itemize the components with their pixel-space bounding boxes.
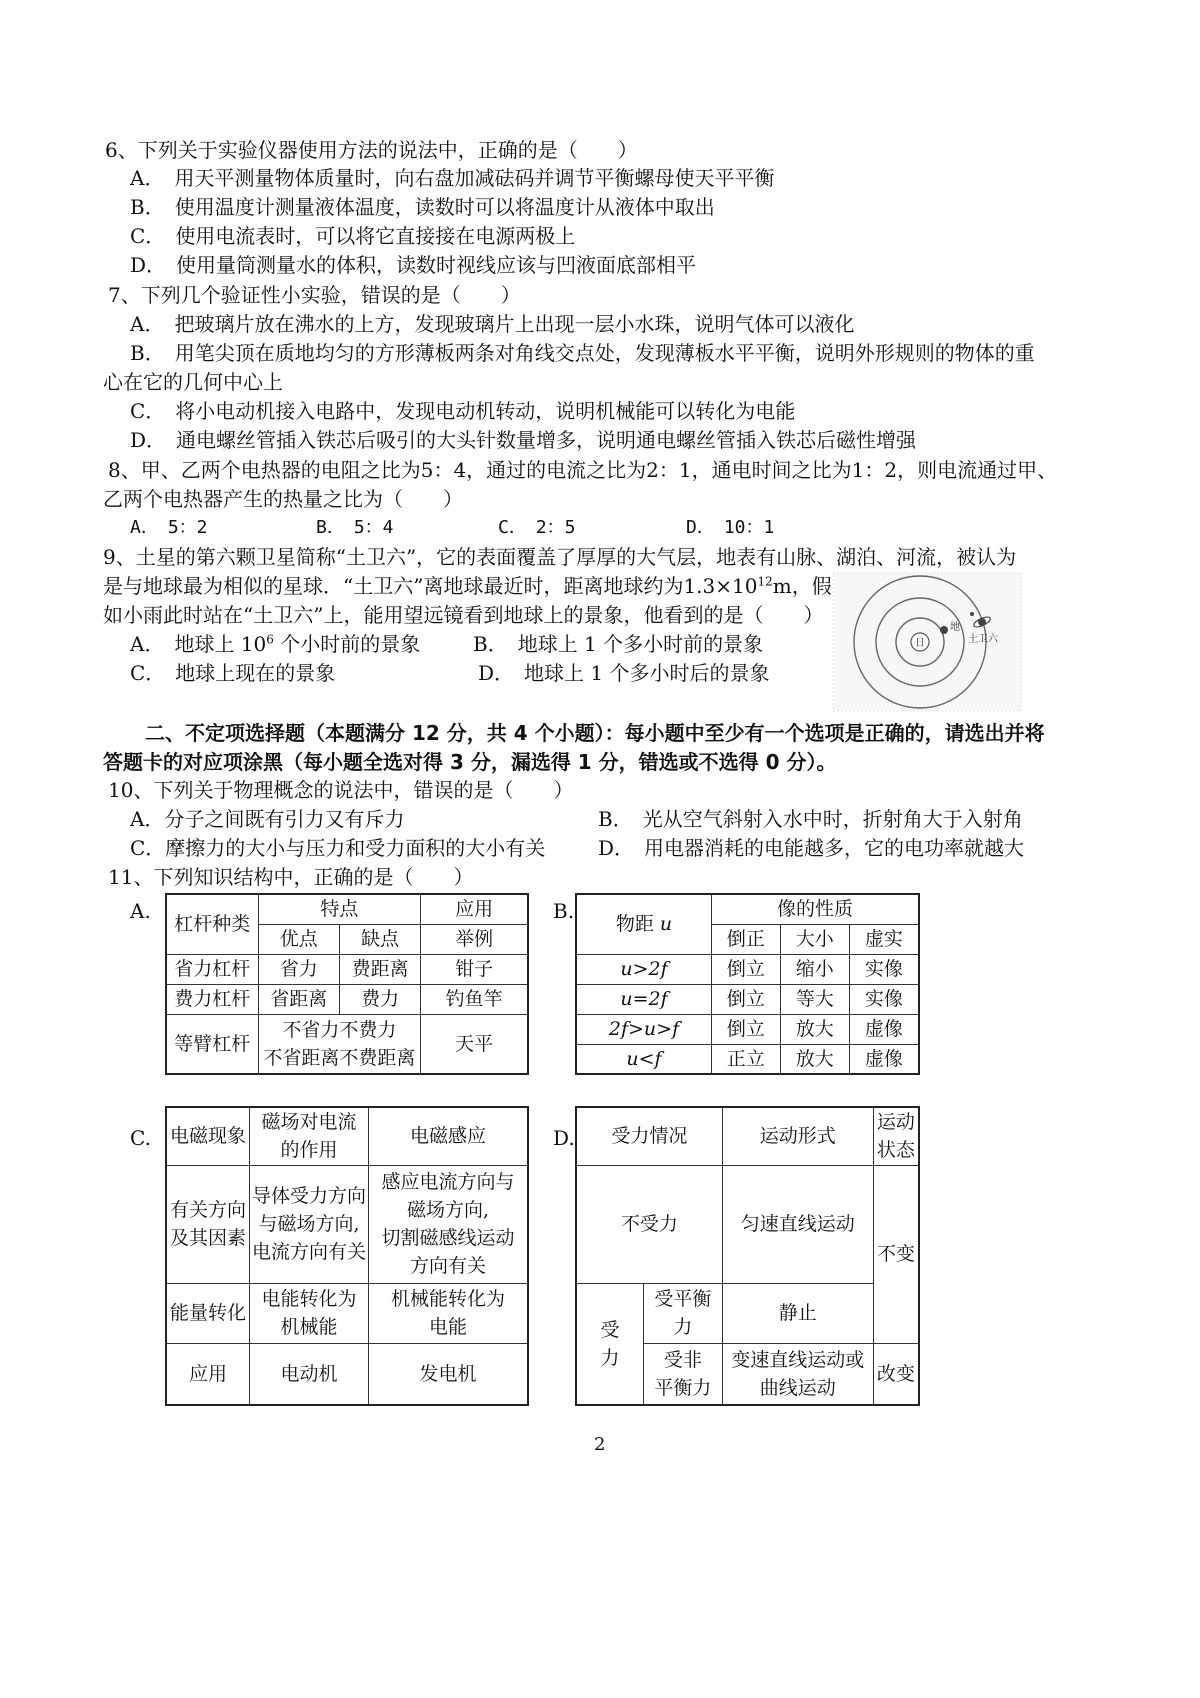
table-row: 等臂杠杆 不省力不费力 不省距离不费距离 天平 (166, 1014, 528, 1074)
q8-option-b: B． 5：4 (316, 517, 394, 538)
table-row: u<f 正立 放大 虚像 (576, 1044, 919, 1074)
earth-label: 地 (950, 622, 960, 633)
q6-option-c: C． 使用电流表时，可以将它直接接在电源两极上 (130, 224, 576, 248)
table-c-label: C. (130, 1126, 151, 1150)
lever-feature-header: 特点 (258, 894, 421, 924)
q8-option-a: A． 5：2 (130, 517, 208, 538)
electromagnetism-table: 电磁现象 磁场对电流 的作用 电磁感应 有关方向 及其因素 导体受力方向 与磁场方向, 电流方向有关 感应电流方向与 磁场方向, 切割磁感线运动 方向有关 能量转化 电能转化为 机械能 机械能转化为 电能 应用 电动机 发电机 (165, 1106, 529, 1406)
q7-option-b-cont: 心在它的几何中心上 (103, 370, 283, 394)
earth-marker (940, 626, 948, 634)
q10-option-c: C．摩擦力的大小与压力和受力面积的大小有关 (130, 836, 546, 860)
q8-stem: 8、甲、乙两个电热器的电阻之比为5：4，通过的电流之比为2：1，通电时间之比为1：2，则电流通过甲、 (108, 458, 1058, 482)
table-row: 能量转化 电能转化为 机械能 机械能转化为 电能 (166, 1283, 528, 1343)
lever-app-header2: 举例 (421, 924, 528, 954)
lever-table (165, 893, 529, 1075)
q8-option-d: D． 10：1 (686, 517, 775, 538)
q6-option-b: B． 使用温度计测量液体温度，读数时可以将温度计从液体中取出 (130, 195, 715, 219)
titan-label: 土卫六 (968, 634, 998, 645)
q7-stem: 7、下列几个验证性小实验，错误的是（ ） (108, 283, 521, 307)
q10-option-b: B． 光从空气斜射入水中时，折射角大于入射角 (598, 807, 1023, 831)
q6-stem: 6、下列关于实验仪器使用方法的说法中，正确的是（ ） (105, 138, 638, 162)
table-row: 省力杠杆 省力 费距离 钳子 (166, 954, 528, 984)
q9-option-b: B． 地球上 1 个多小时前的景象 (473, 632, 764, 656)
q8-stem-cont: 乙两个电热器产生的热量之比为（ ） (103, 487, 463, 511)
lever-type-header: 杠杆种类 (166, 894, 258, 954)
q7-option-c: C． 将小电动机接入电路中，发现电动机转动，说明机械能可以转化为电能 (130, 399, 796, 423)
table-row: 费力杠杆 省距离 费力 钓鱼竿 (166, 984, 528, 1014)
saturn-marker (978, 618, 986, 626)
q9-option-a: A． 地球上 $10^6$ 个小时前的景象 (130, 632, 421, 656)
q7-option-d: D． 通电螺丝管插入铁芯后吸引的大头针数量增多，说明通电螺丝管插入铁芯后磁性增强 (130, 428, 917, 452)
table-row: 应用 电动机 发电机 (166, 1343, 528, 1405)
lever-adv-header: 优点 (258, 924, 339, 954)
table-row: 受非 平衡力 变速直线运动或 曲线运动 改变 (576, 1343, 919, 1405)
q6-option-a: A． 用天平测量物体质量时，向右盘加减砝码并调节平衡螺母使天平平衡 (130, 166, 775, 190)
q6-option-d: D． 使用量筒测量水的体积，读数时视线应该与凹液面底部相平 (130, 253, 697, 277)
q7-option-b: B． 用笔尖顶在质地均匀的方形薄板两条对角线交点处，发现薄板水平平衡，说明外形规则的物体的重 (130, 341, 1035, 365)
table-b-label: B. (553, 899, 575, 923)
q9-option-c: C． 地球上现在的景象 (130, 661, 336, 685)
table-row: u>2f 倒立 缩小 实像 (576, 954, 919, 984)
table-a-label: A. (130, 899, 151, 923)
q9-line2: 是与地球最为相似的星球．“土卫六”离地球最近时，距离地球约为$1.3\times 10^{12}m$，假 (103, 574, 832, 598)
page-number: 2 (594, 1434, 606, 1455)
sun-label: 日 (915, 638, 925, 649)
table-row: 不受力 匀速直线运动 不变 (576, 1165, 919, 1283)
section2-header: 二、不定项选择题（本题满分 12 分，共 4 个小题）：每小题中至少有一个选项是正确的，请选出并将 (145, 721, 1045, 745)
q7-option-a: A． 把玻璃片放在沸水的上方，发现玻璃片上出现一层小水珠，说明气体可以液化 (130, 312, 855, 336)
table-row: 受 力 受平衡 力 静止 (576, 1283, 919, 1343)
table-d-label: D. (553, 1126, 575, 1150)
q9-line1: 9、土星的第六颗卫星简称“土卫六”，它的表面覆盖了厚厚的大气层，地表有山脉、湖泊、河流，被认为 (103, 545, 1017, 569)
q8-option-c: C． 2：5 (498, 517, 576, 538)
lever-app-header: 应用 (421, 894, 528, 924)
lever-dis-header: 缺点 (339, 924, 420, 954)
distance-header: 物距 u (576, 894, 712, 954)
section2-header-cont: 答题卡的对应项涂黑（每小题全选对得 3 分，漏选得 1 分，错选或不选得 0 分）。 (103, 750, 837, 774)
q10-option-a: A．分子之间既有引力又有斥力 (130, 807, 405, 831)
table-row: 有关方向 及其因素 导体受力方向 与磁场方向, 电流方向有关 感应电流方向与 磁场方向, 切割磁感线运动 方向有关 (166, 1165, 528, 1283)
table-row: 2f>u>f 倒立 放大 虚像 (576, 1014, 919, 1044)
orbit-diagram (832, 572, 1022, 712)
q9-line3: 如小雨此时站在“土卫六”上，能用望远镜看到地球上的景象，他看到的是（ ） (103, 603, 824, 627)
q10-option-d: D． 用电器消耗的电能越多，它的电功率就越大 (598, 836, 1025, 860)
q9-option-d: D． 地球上 1 个多小时后的景象 (478, 661, 770, 685)
table-row: u=2f 倒立 等大 实像 (576, 984, 919, 1014)
image-nature-header: 像的性质 (712, 894, 920, 924)
q11-stem: 11、下列知识结构中，正确的是（ ） (108, 865, 474, 889)
lens-table: 物距 u 像的性质 倒正 大小 虚实 u>2f 倒立 缩小 实像 u=2f 倒立 等大 实像 2f>u>f 倒立 放大 虚像 u<f 正立 放大 虚像 (575, 893, 920, 1075)
q10-stem: 10、下列关于物理概念的说法中，错误的是（ ） (108, 778, 574, 802)
force-motion-table: 受力情况 运动形式 运动 状态 不受力 匀速直线运动 不变 受 力 受平衡 力 静止 受非 平衡力 变速直线运动或 曲线运动 改变 (575, 1106, 920, 1406)
